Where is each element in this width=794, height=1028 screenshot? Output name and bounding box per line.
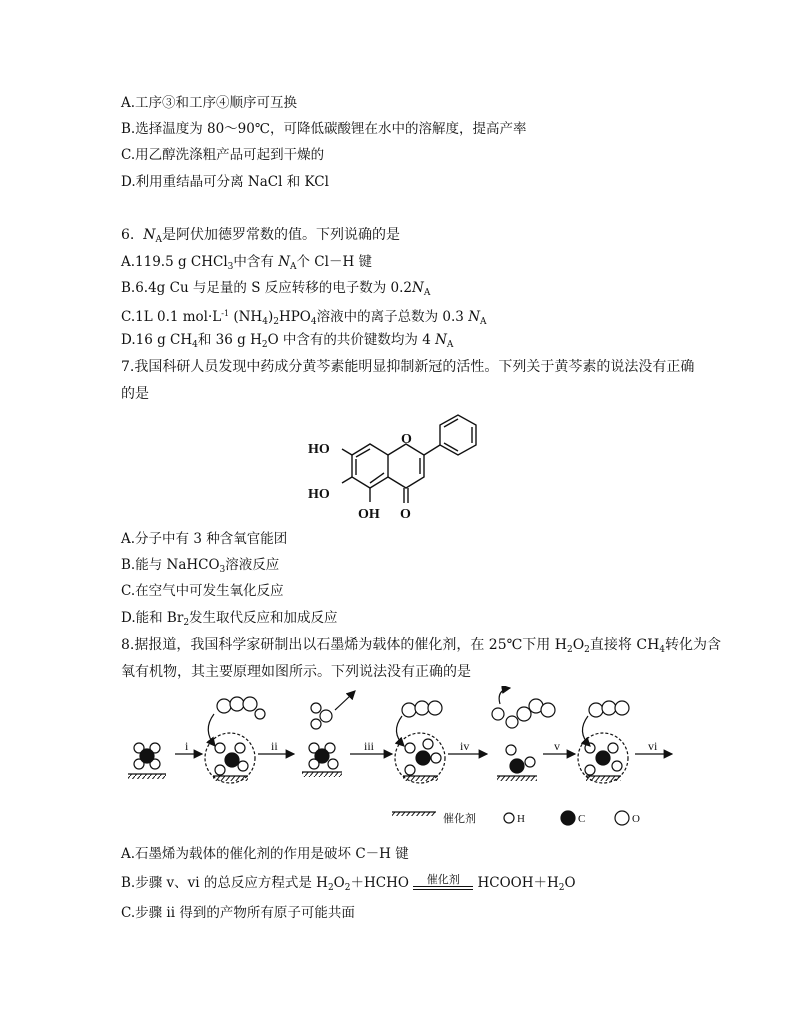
q8-option-c: C.步骤 ii 得到的产物所有原子可能共面 xyxy=(121,905,355,921)
stage-0-methane xyxy=(128,743,166,779)
q7-option-d: D.能和 $Br_2$发生取代反应和加成反应 xyxy=(121,610,338,628)
stage-4 xyxy=(492,688,555,781)
stage-5 xyxy=(578,701,629,783)
q6-option-d: D.16 g $CH_4$和 36 g $H_2O$ 中含有的共价键数均为 4 $N_A$ xyxy=(121,332,454,350)
legend-c: C xyxy=(578,813,586,825)
q6-option-b: B.6.4g Cu 与足量的 S 反应转移的电子数为 $0.2N_A$ xyxy=(121,280,431,298)
q5-option-b: B.选择温度为 80～90℃，可降低碳酸锂在水中的溶解度，提高产率 xyxy=(121,121,527,137)
keto-oxygen-label: O xyxy=(400,507,411,522)
step-label-i: i xyxy=(185,739,189,753)
stage-3 xyxy=(395,701,445,783)
q7-option-b: B.能与 NaHCO$_3$溶液反应 xyxy=(121,557,280,575)
ho-label-top: HO xyxy=(308,442,330,457)
q5-option-c: C.用乙醇洗涤粗产品可起到干燥的 xyxy=(121,147,325,163)
q7-stem-line2: 的是 xyxy=(121,386,149,402)
q6-option-c: C.1L 0.1 $mol\cdot L^{-1}$ $(NH_4)_2HPO_4$溶液中的离子总数为 0.3 $N_A$ xyxy=(121,309,487,327)
reaction-mechanism-diagram xyxy=(120,686,680,832)
q8-stem-line1: 8.据报道，我国科学家研制出以石墨烯为载体的催化剂，在 25℃下用 $H_2O_2$直接将 $CH_4$转化为含 xyxy=(121,637,722,655)
step-label-vi: vi xyxy=(648,739,658,753)
q6-stem: 6. $N_A$是阿伏加德罗常数的值。下列说确的是 xyxy=(121,227,401,245)
q7-stem-line1: 7.我国科研人员发现中药成分黄芩素能明显抑制新冠的活性。下列关于黄芩素的说法没有正确 xyxy=(121,359,695,375)
q7-option-c: C.在空气中可发生氧化反应 xyxy=(121,583,284,599)
ho-label-middle: HO xyxy=(308,487,330,502)
legend-o: O xyxy=(632,813,640,825)
q5-option-d: D.利用重结晶可分离 NaCl 和 KCl xyxy=(121,174,329,190)
baicalein-structure xyxy=(300,410,500,525)
step-label-iii: iii xyxy=(364,739,375,753)
q8-option-a: A.石墨烯为载体的催化剂的作用是破坏 C－H 键 xyxy=(121,846,409,862)
q7-option-a: A.分子中有 3 种含氧官能团 xyxy=(121,531,288,547)
diagram-legend xyxy=(392,811,629,825)
step-label-ii: ii xyxy=(271,739,278,753)
oh-label: OH xyxy=(358,507,380,522)
stage-2 xyxy=(302,691,355,777)
step-label-v: v xyxy=(554,739,560,753)
legend-catalyst: 催化剂 xyxy=(443,813,476,825)
ring-oxygen-label: O xyxy=(401,432,412,447)
step-label-iv: iv xyxy=(460,739,470,753)
q8-stem-line2: 氧有机物，其主要原理如图所示。下列说法没有正确的是 xyxy=(121,664,471,680)
q6-option-a: A.119.5 g CHCl$_3$中含有 $N_A$个 Cl－H 键 xyxy=(121,254,373,272)
q8-option-b: B.步骤 v、vi 的总反应方程式是 $H_2O_2+HCHO$ 催化剂 $HCOOH+H_2O$ xyxy=(121,873,576,893)
legend-h: H xyxy=(517,813,525,825)
stage-1 xyxy=(205,697,265,783)
reaction-condition: 催化剂 xyxy=(413,874,473,890)
q5-option-a: A.工序③和工序④顺序可互换 xyxy=(121,95,298,111)
